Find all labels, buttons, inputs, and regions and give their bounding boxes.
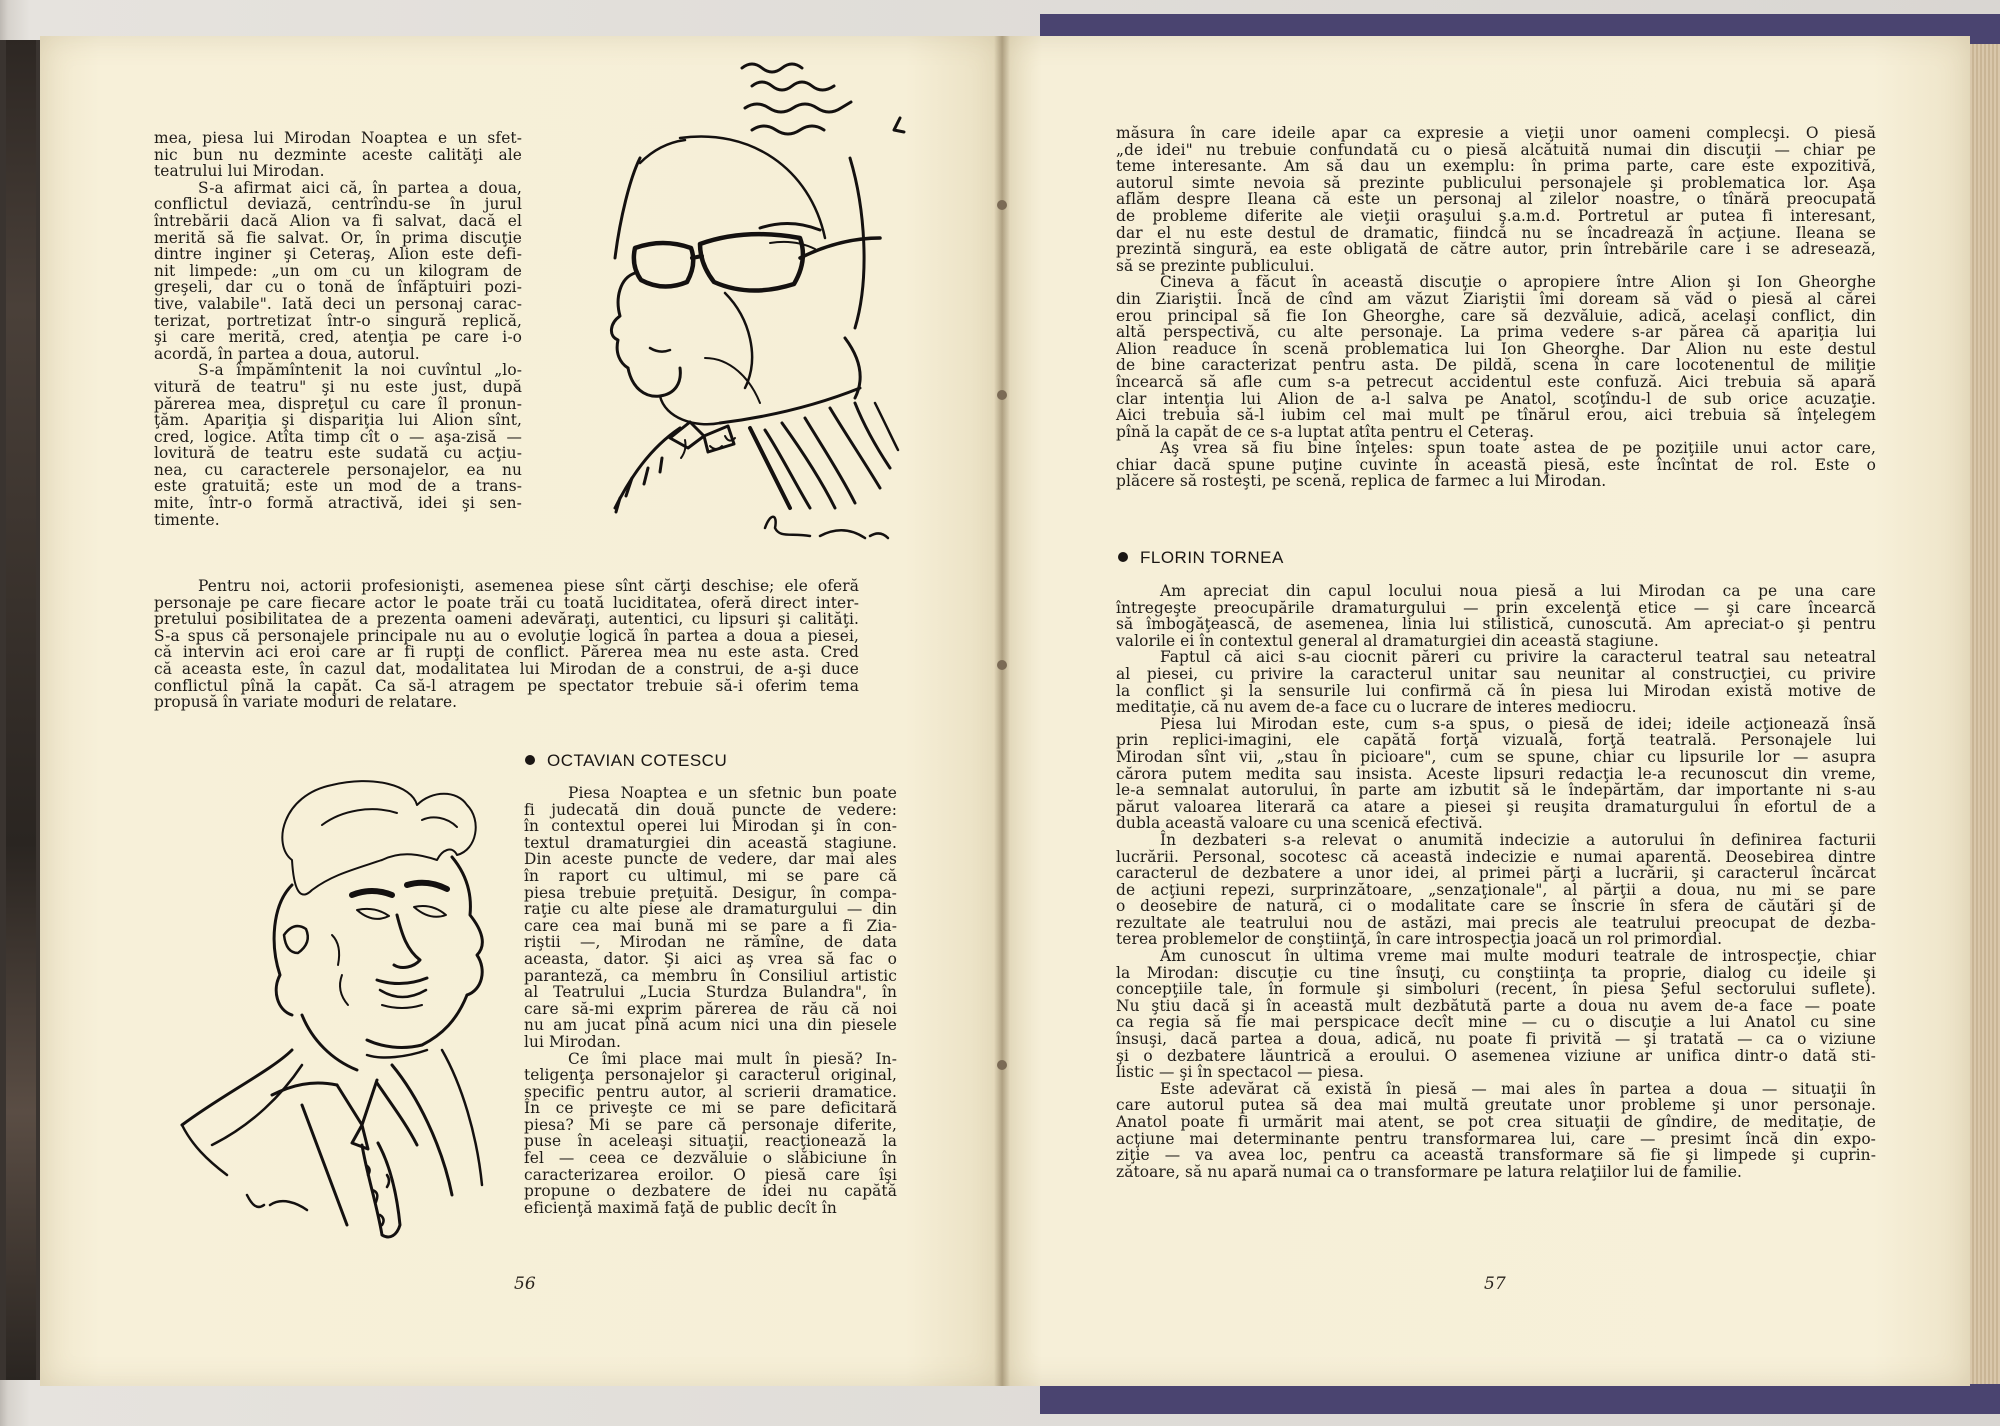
- text-line: conflictul deviază, centrîndu-se în jurul: [154, 195, 522, 214]
- text-line: dintre inginer şi Ceteraş, Alion este defi-: [154, 245, 522, 264]
- text-line: teatrului lui Mirodan.: [154, 162, 325, 181]
- page-number-right: 57: [1484, 1274, 1506, 1294]
- text-line: din Ziariştii. Încă de cînd am văzut Ziariştii îmi doream să văd o piesă al cărei: [1116, 289, 1876, 308]
- text-line: la conflict şi la sensurile lui confirmă că în piesa lui Mirodan există motive de: [1116, 681, 1876, 700]
- text-line: de bine caracterizat pentru asta. De pildă, scena în care locotenentul de miliţie: [1116, 356, 1876, 375]
- text-line: Este adevărat că există în piesă — mai ales în partea a doua — situaţii în: [1160, 1079, 1876, 1098]
- text-line: ţăm. Apariţia şi dispariţia lui Alion sînt,: [154, 411, 522, 430]
- text-line: al Teatrului „Lucia Sturdza Bulandra", în: [524, 983, 897, 1002]
- text-line: acordă, în partea a doua, autorul.: [154, 344, 420, 363]
- text-line: ca regia să fie mai perspicace decît mine — cu o discuţie a lui Anatol cu sine: [1116, 1013, 1876, 1032]
- text-line: mite, într-o formă atractivă, idei şi sen-: [154, 494, 522, 513]
- text-line: Nu ştiu dacă şi în această mult dezbătută parte a doua nu avem de-a face — poate: [1116, 996, 1876, 1015]
- text-line: aflăm despre Ileana că este un personaj al zilelor noastre, o tînără preocupată: [1116, 190, 1876, 209]
- text-line: o deosebire de natură, ci o modalitate care se înscrie în sfera de căutări şi de: [1116, 897, 1876, 916]
- text-line: S-a împămîntenit la noi cuvîntul „lo-: [198, 361, 522, 380]
- text-line: timente.: [154, 510, 220, 529]
- text-line: terizat, portretizat într-o singură replică,: [154, 311, 522, 330]
- text-line: să îmbogăţească, de asemenea, linia lui stilistică, cunoscută. Am apreciat-o şi pentru: [1116, 615, 1876, 634]
- page-number-left: 56: [514, 1274, 536, 1294]
- binding-stitch: [997, 660, 1007, 670]
- text-line: erou principal să fie Ion Gheorghe, care să dezvăluie, adică, acelaşi conflict, din: [1116, 306, 1876, 325]
- text-line: S-a spus că personajele principale nu au o evoluţie logică în partea a doua a piesei,: [154, 626, 859, 645]
- text-line: nea, cu caracterele personajelor, ea nu: [154, 460, 522, 479]
- text-line: părut valoarea literară ca atare a piesei şi reuşita dramaturgului în efortul de a: [1116, 797, 1876, 816]
- text-line: este gratuită; este un mod de a trans-: [154, 477, 522, 496]
- text-line: clar intenţia lui Alion de a-l salva pe Anatol, scoţîndu-l de sub orice acuzaţie.: [1116, 389, 1876, 408]
- text-line: dubla această valoare cu una scenică efectivă.: [1116, 814, 1483, 833]
- text-line: eficienţă maximă faţă de public decît în: [524, 1198, 837, 1217]
- bullet-icon: [525, 755, 535, 765]
- binding-stitch: [997, 390, 1007, 400]
- text-line: Pentru noi, actorii profesionişti, asemenea piese sînt cărţi deschise; ele oferă: [198, 577, 859, 595]
- text-line: plăcere să rosteşti, pe scenă, replica de farmec a lui Mirodan.: [1116, 472, 1607, 491]
- text-line: specific pentru autor, al scrierii dramatice.: [524, 1082, 897, 1101]
- text-line: că intervin aci eroi care ar fi rupţi de conflict. Părerea mea nu este asta. Cred: [154, 643, 859, 662]
- text-line: nu am jucat pînă acum nici una din piesele: [524, 1016, 897, 1035]
- text-line: lovitură de teatru este sudată cu acţiu-: [154, 444, 522, 463]
- text-line: meditaţie, că nu avem de-a face cu o lucrare de interes mediocru.: [1116, 698, 1637, 717]
- text-line: Ce îmi place mai mult în piesă? In-: [568, 1049, 897, 1068]
- binding-stitch: [997, 200, 1007, 210]
- text-line: care autorul putea să dea mai multă greutate unor probleme şi unor personaje.: [1116, 1096, 1876, 1115]
- text-line: dar el nu este destul de dramatic, fiindcă nu se încadrează în acţiune. Ileana se: [1116, 223, 1876, 242]
- left-wide-paragraph: [154, 578, 859, 711]
- text-line: paranteză, ca membru în Consiliul artistic: [524, 966, 897, 985]
- text-line: de acţiuni repezi, surprinzătoare, „senzaţionale", al părţii a doua, nu mi se pare: [1116, 880, 1876, 899]
- text-line: lui Mirodan.: [524, 1032, 621, 1051]
- text-line: cărora putem medita sau insista. Aceste lipsuri redacţia le-a recunoscut din vreme,: [1116, 764, 1876, 783]
- text-line: zătoare, să nu apară numai ca o transformare pe latura relaţiilor lui de familie.: [1116, 1162, 1743, 1181]
- text-line: că aceasta este, în cazul dat, modalitatea lui Mirodan de a construi, de a-şi duce: [154, 659, 859, 678]
- text-line: le-a semnalat autorului, în parte am izbutit să le îndepărtăm, dar importante ni s-au: [1116, 781, 1876, 800]
- text-line: de probleme diferite ale vieţii oraşului ş.a.m.d. Portretul ar putea fi interesant,: [1116, 206, 1876, 225]
- text-line: propusă în variate moduri de relatare.: [154, 693, 458, 712]
- text-line: piesa? Mi se pare că personaje diferite,: [524, 1115, 897, 1134]
- text-line: greşeli, dar cu o tonă de înfăptuiri pozi-: [154, 278, 522, 297]
- text-line: În dezbateri s-a relevat o anumită indecizie a autorului în definirea facturii: [1160, 830, 1876, 849]
- left-top-column: [154, 130, 522, 528]
- text-line: lucrării. Personal, socotesc că această indecizie e numai aparentă. Deosebirea dintre: [1116, 847, 1876, 866]
- text-line: măsura în care ideile apar ca expresie a vieţii unor oameni complecşi. O piesă: [1116, 124, 1876, 142]
- text-line: încearcă să afle cum s-a petrecut accidentul este confuză. Aici trebuia să apară: [1116, 372, 1876, 391]
- text-line: Piesa lui Mirodan este, cum s-a spus, o piesă de idei; ideile acţionează însă: [1160, 714, 1876, 733]
- text-line: al piesei, cu privire la caracterul unitar sau neunitar al construcţiei, cu privire: [1116, 664, 1876, 683]
- text-line: Piesa Noaptea e un sfetnic bun poate: [568, 784, 897, 802]
- text-line: vitură de teatru" şi nu este just, după: [154, 377, 522, 396]
- text-line: Am apreciat din capul locului noua piesă a lui Mirodan ca pe una care: [1160, 582, 1876, 600]
- text-line: care cea mai bună mi se pare a fi Zia-: [524, 916, 897, 935]
- text-line: caracterul de dezbatere a unor idei, al primei părţi a lucrării, şi caracterul încărcat: [1116, 864, 1876, 883]
- text-line: terea problemelor de conştiinţă, în care introspecţia joacă un rol primordial.: [1116, 930, 1723, 949]
- text-line: nic bun nu dezminte aceste calităţi ale: [154, 145, 522, 164]
- text-line: prezintă singură, ea este obligată de către autor, prin întrebările care i se adresează,: [1116, 240, 1876, 259]
- text-line: Faptul că aici s-au ciocnit păreri cu privire la caracterul teatral sau neteatral: [1160, 648, 1876, 667]
- text-line: Mirodan sînt vii, „stau în picioare", cum se spune, chiar cu lipsurile lor — asupra: [1116, 747, 1876, 766]
- text-line: însuşi, dacă partea a doua, adică, nu poate fi privită — şi tratată — ca o viziune: [1116, 1030, 1876, 1049]
- text-line: ziţie — va avea loc, pentru ca această transformare să fie şi limpede şi cuprin-: [1116, 1146, 1876, 1165]
- text-line: teligenţa personajelor şi caracterul original,: [524, 1066, 897, 1085]
- text-line: autorul simte nevoia să prezinte publicului personajele şi problematica lor. Aşa: [1116, 173, 1876, 192]
- text-line: tive, valabile". Iată deci un personaj carac-: [154, 294, 522, 313]
- text-line: propune o dezbatere de idei nu capătă: [524, 1182, 897, 1201]
- text-line: merită să fie salvat. Or, în prima discuţie: [154, 228, 522, 247]
- text-line: şi care merită, cred, atenţia pe care i-o: [154, 328, 522, 347]
- text-line: pretului posibilitatea de a prezenta oameni adevăraţi, autentici, cu lipsuri şi calităţi.: [154, 610, 859, 629]
- text-line: în raport cu ultimul, mi se pare că: [524, 866, 897, 885]
- text-line: altă perspectivă, cu alte personaje. La prima vedere s-ar părea că apariţia lui: [1116, 323, 1876, 342]
- text-line: întregeşte preocupările dramaturgului — prin excelenţă etice — şi care încearcă: [1116, 598, 1876, 617]
- text-line: „de idei" nu trebuie confundată cu o piesă alcătuită numai din discuţii — chiar pe: [1116, 140, 1876, 159]
- text-line: acţiune mai determinante pentru transformarea lui, care — presimt încă din expo-: [1116, 1129, 1876, 1148]
- text-line: în contextul operei lui Mirodan şi în con-: [524, 817, 897, 836]
- text-line: Din aceste puncte de vedere, dar mai ales: [524, 850, 897, 869]
- text-line: la Mirodan: discuţie cu tine însuţi, cu conştiinţa ta proprie, dialog cu ideile şi: [1116, 963, 1876, 982]
- text-line: valorile ei în contextul general al dramaturgiei din această stagiune.: [1116, 631, 1659, 650]
- text-line: rezultate ale teatrului nou de astăzi, mai precis ale teatrului preocupat de dezba-: [1116, 913, 1876, 932]
- right-block-2: [1116, 583, 1876, 1180]
- text-line: prin replici-imagini, ele capătă forţă vizuală, forţă teatrală. Personajele lui: [1116, 731, 1876, 750]
- binding-stitch: [997, 1060, 1007, 1070]
- text-line: şi o dezbatere lăuntrică a eroului. O asemenea viziune ar unifica dintr-o dată sti-: [1116, 1046, 1876, 1065]
- caricature-illustration-wavy-hair: [152, 765, 522, 1250]
- text-line: personaje pe care fiecare actor le poate trăi cu toată luciditatea, oferă direct inter-: [154, 593, 859, 612]
- cotescu-column: [524, 785, 897, 1216]
- book-gutter: [994, 36, 1010, 1386]
- text-line: Aici trebuia să-l iubim cel mai mult pe tînărul erou, aici trebuia să înţelegem: [1116, 406, 1876, 425]
- text-line: caracterizarea eroilor. O piesă care îşi: [524, 1165, 897, 1184]
- text-line: Am cunoscut în ultima vreme mai multe moduri teatrale de introspecţie, chiar: [1160, 947, 1876, 966]
- text-line: concepţiile tale, în formule şi simboluri (recent, în piesa Şeful sectorului suflete).: [1116, 980, 1876, 999]
- text-line: textul dramaturgiei din această stagiune.: [524, 833, 897, 852]
- text-line: S-a afirmat aici că, în partea a doua,: [198, 178, 522, 197]
- text-line: întrebării dacă Alion va fi salvat, dacă el: [154, 211, 522, 230]
- text-line: riştii —, Mirodan ne rămîne, de data: [524, 933, 897, 952]
- text-line: teme interesante. Am să dau un exemplu: în prima parte, care este expozitivă,: [1116, 157, 1876, 176]
- text-line: fi judecată din două puncte de vedere:: [524, 800, 897, 819]
- text-line: pînă la capăt de ce s-a luptat atîta pentru el Ceteraş.: [1116, 422, 1535, 441]
- text-line: piesa trebuie preţuită. Desigur, în compa-: [524, 883, 897, 902]
- text-line: cred, logice. Atîta timp cît o — aşa-zisă —: [154, 427, 522, 446]
- text-line: aceasta, dator. Şi aici aş vrea să fac o: [524, 949, 897, 968]
- text-line: Cineva a făcut în această discuţie o apropiere între Alion şi Ion Gheorghe: [1160, 273, 1876, 292]
- text-line: să se prezinte publicului.: [1116, 256, 1315, 275]
- text-line: nit limpede: „un om cu un kilogram de: [154, 261, 522, 280]
- text-line: raţie cu alte piese ale dramaturgului — din: [524, 900, 897, 919]
- text-line: În ce priveşte ce mi se pare deficitară: [524, 1099, 897, 1118]
- text-line: Aş vrea să fiu bine înţeles: spun toate astea de pe poziţiile unui actor care,: [1160, 439, 1876, 458]
- section-heading-tornea: FLORIN TORNEA: [1118, 548, 1284, 568]
- text-line: care să-mi exprim părerea de rău că noi: [524, 999, 897, 1018]
- text-line: chiar dacă spune puţine cuvinte în această piesă, este încîntat de rol. Este o: [1116, 455, 1876, 474]
- bullet-icon: [1118, 552, 1128, 562]
- text-line: conflictul pînă la capăt. Ca să-l atragem pe spectator trebuie să-i oferim tema: [154, 676, 859, 695]
- text-line: fel — ceea ce dezvăluie o slăbiciune în: [524, 1149, 897, 1168]
- text-line: mea, piesa lui Mirodan Noaptea e un sfet-: [154, 129, 522, 147]
- caricature-illustration-glasses: [520, 58, 930, 558]
- text-line: Alion readuce în scenă problematica lui Ion Gheorghe. Dar Alion nu este destul: [1116, 339, 1876, 358]
- right-block-1: [1116, 125, 1876, 490]
- text-line: listic — şi în spectacol — piesa.: [1116, 1063, 1365, 1082]
- text-line: puse în aceleaşi situaţii, reacţionează la: [524, 1132, 897, 1151]
- book-cover-left: [0, 40, 44, 1380]
- text-line: Anatol poate fi urmărit mai atent, se pot crea situaţii de gîndire, de meditaţie, de: [1116, 1113, 1876, 1131]
- section-heading-cotescu: OCTAVIAN COTESCU: [525, 751, 727, 771]
- text-line: părerea mea, dispreţul cu care îl pronun-: [154, 394, 522, 413]
